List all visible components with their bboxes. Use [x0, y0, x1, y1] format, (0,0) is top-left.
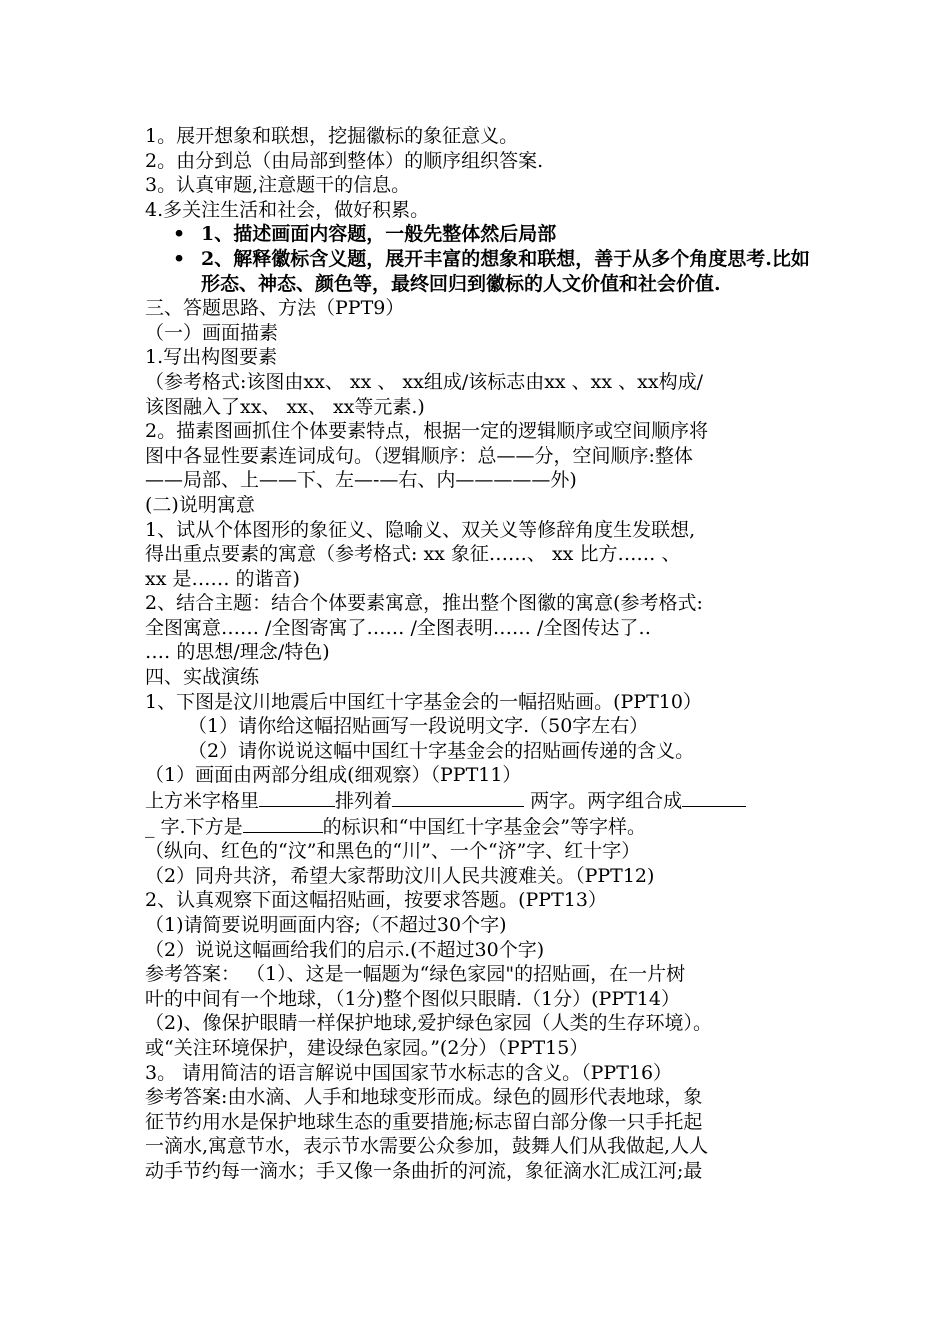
sub-question: （1）请你给这幅招贴画写一段说明文字.（50字左右） — [188, 715, 649, 738]
section-heading: 三、答题思路、方法（PPT9） — [145, 297, 405, 320]
text-line: （2）同舟共济，希望大家帮助汶川人民共渡难关。（PPT12) — [145, 864, 655, 887]
bullet-icon: • — [173, 223, 186, 246]
text-line: 得出重点要素的寓意（参考格式: xx 象征‥‥‥、 xx 比方‥‥‥ 、 — [145, 543, 681, 566]
fill-text: 排列着 — [335, 790, 393, 813]
bullet-text: 2、解释徽标含义题，展开丰富的想象和联想，善于从多个角度思考.比如形态、神态、颜色等，最终回归到徽标的人文价值和社会价值. — [201, 247, 810, 295]
text-line: 一滴水,寓意节水，表示节水需要公众参加，鼓舞人们从我做起,人人 — [145, 1135, 709, 1158]
text-line: （1)请简要说明画面内容;（不超过30个字) — [145, 914, 507, 936]
text-line: 2。由分到总（由局部到整体）的顺序组织答案. — [145, 149, 544, 172]
text-line: 参考答案： （1）、这是一幅题为“绿色家园"的招贴画，在一片树 — [145, 963, 686, 986]
text-line: 1.写出构图要素 — [145, 346, 278, 369]
text-line: 全图寓意‥‥‥ /全图寄寓了‥‥‥ /全图表明‥‥‥ /全图传达了‥ — [145, 616, 652, 639]
bullet-item — [145, 222, 813, 247]
text-line: （参考格式:该图由xx、 xx 、 xx组成/该标志由xx 、xx 、xx构成/ — [145, 370, 703, 393]
blank-field[interactable] — [392, 788, 524, 807]
text-line: 或“关注环境保护，建设绿色家园。”(2分）（PPT15） — [145, 1036, 589, 1059]
answers-section — [145, 839, 813, 1183]
fill-in-line — [145, 788, 813, 814]
text-line: 该图融入了xx、 xx、 xx等元素.) — [145, 395, 425, 418]
fill-text: 上方米字格里 — [145, 790, 260, 813]
blank-field[interactable] — [243, 814, 323, 833]
text-line: 1。展开想象和联想，挖掘徽标的象征意义。 — [145, 125, 519, 147]
text-line: xx 是‥‥‥ 的谐音) — [145, 567, 300, 590]
text-line: （2)、像保护眼睛一样保护地球,爱护绿色家园（人类的生存环境）。 — [145, 1012, 713, 1035]
bullet-text: 1、描述画面内容题，一般先整体然后局部 — [201, 223, 557, 246]
sub-question: （2）请你说说这幅中国红十字基金会的招贴画传递的含义。 — [188, 739, 695, 762]
fill-text: 的标识和“中国红十字基金会”等字样。 — [322, 815, 647, 838]
tips-list — [145, 124, 813, 222]
document-page — [145, 124, 813, 1184]
question-1 — [145, 714, 813, 839]
text-line: ‥‥ 的思想/理念/特色) — [145, 641, 330, 664]
fill-in-line — [145, 814, 813, 840]
blank-field[interactable] — [682, 788, 746, 807]
section-heading: 四、实战演练 — [145, 666, 260, 689]
question-line: 1、下图是汶川地震后中国红十字基金会的一幅招贴画。(PPT10） — [145, 690, 702, 713]
blank-field[interactable] — [259, 788, 335, 807]
bullet-item — [145, 247, 813, 296]
bullet-list — [145, 222, 813, 296]
fill-text: _ 字.下方是 — [145, 815, 243, 838]
text-line: 3。认真审题,注意题干的信息。 — [145, 174, 411, 197]
text-line: 图中各显性要素连词成句。（逻辑顺序：总——分，空间顺序:整体 — [145, 444, 693, 467]
question-line: 2、认真观察下面这幅招贴画，按要求答题。(PPT13） — [145, 889, 607, 912]
text-line: ——局部、上——下、左—-—右、内—————外) — [145, 469, 577, 492]
text-line: 2、结合主题：结合个体要素寓意，推出整个图徽的寓意(参考格式: — [145, 592, 703, 615]
text-line: 征节约用水是保护地球生态的重要措施;标志留白部分像一只手托起 — [145, 1110, 703, 1133]
answer-line: （1）画面由两部分组成(细观察）（PPT11） — [145, 764, 522, 787]
bullet-icon: • — [173, 247, 186, 270]
text-line: 4.多关注生活和社会，做好积累。 — [145, 198, 430, 221]
text-line: (二)说明寓意 — [145, 493, 255, 516]
question-line: 3。 请用简洁的语言解说中国国家节水标志的含义。（PPT16） — [145, 1061, 673, 1084]
text-line: （纵向、红色的“汶”和黑色的“川”、一个“济”字、红十字） — [145, 840, 641, 863]
text-line: 2。描素图画抓住个体要素特点，根据一定的逻辑顺序或空间顺序将 — [145, 420, 709, 443]
text-line: （一）画面描素 — [145, 321, 279, 344]
method-section — [145, 296, 813, 714]
fill-text: 两字。两字组合成 — [524, 790, 683, 813]
text-line: 1、试从个体图形的象征义、隐喻义、双关义等修辞角度生发联想, — [145, 518, 696, 541]
text-line: 叶的中间有一个地球，（1分)整个图似只眼睛.（1分）(PPT14） — [145, 987, 680, 1010]
text-line: 参考答案:由水滴、人手和地球变形而成。绿色的圆形代表地球，象 — [145, 1086, 703, 1109]
text-line: 动手节约每一滴水；手又像一条曲折的河流，象征滴水汇成江河;最 — [145, 1159, 703, 1182]
text-line: （2）说说这幅画给我们的启示.(不超过30个字) — [145, 938, 545, 961]
